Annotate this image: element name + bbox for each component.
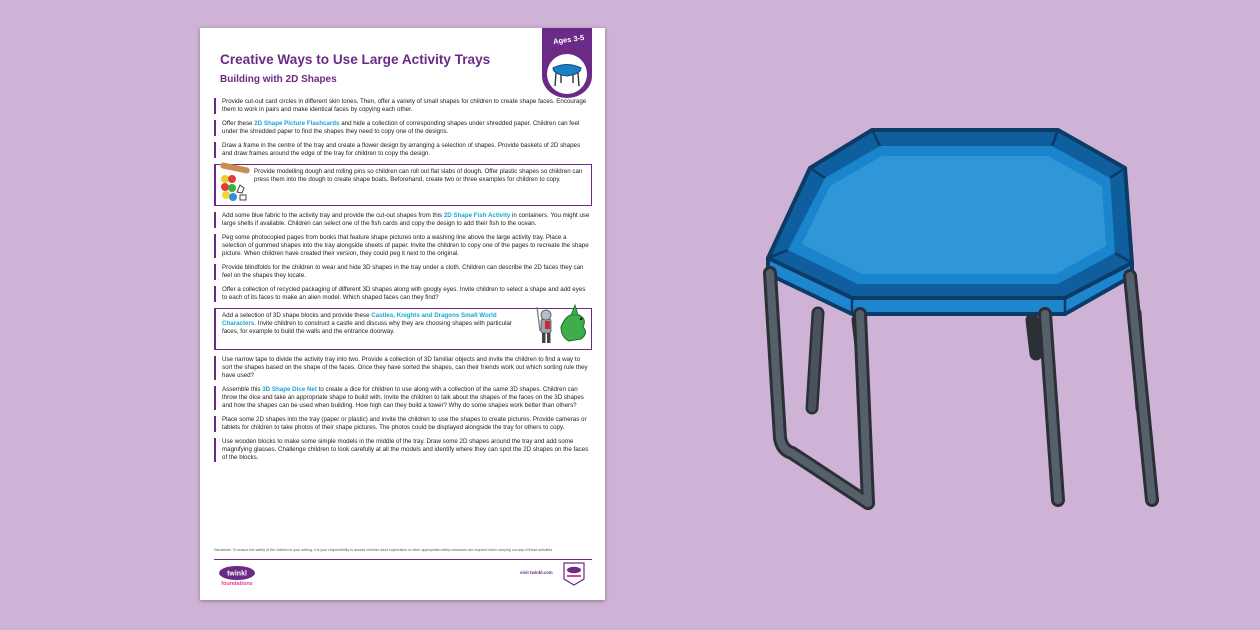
activity-item: Use narrow tape to divide the activity tray into two. Provide a collection of 3D familiar objects and invite the children to find a way to sort the shapes based on the shape of the faces. Once they have sorted the shapes, can their friends work out which sorting rule they have used?: [214, 356, 592, 380]
activity-list: [214, 98, 592, 468]
activity-item: Draw a frame in the centre of the tray and create a flower design by arranging a selection of shapes. Provide baskets of 2D shapes and draw frames around the edge of the tray for children to copy the design.: [214, 142, 592, 158]
svg-text:twinkl: twinkl: [227, 570, 247, 578]
activity-item: Use wooden blocks to make some simple models in the middle of the tray. Draw some 2D shapes around the tray and add some magnifying glasses. Challenge children to look carefully at all the models and identify where they can spot the 2D shapes on the faces of the blocks.: [214, 438, 592, 462]
activity-item: Add some blue fabric to the activity tray and provide the cut-out shapes from this 2D Shape Fish Activity in containers. You might use large shells if available. Children can select one of the fish cards and copy the design to add their fish to the ocean.: [214, 212, 592, 228]
age-tab-icon: [534, 28, 600, 98]
fish-activity-link[interactable]: 2D Shape Fish Activity: [443, 212, 511, 219]
page-subtitle: Building with 2D Shapes: [220, 74, 337, 85]
activity-sheet: [200, 28, 605, 600]
activity-item: Place some 2D shapes into the tray (paper or plastic) and invite the children to use the shapes to create pictures. Provide cameras or tablets for children to take photos of their shape pictures. The photos could be displayed alongside the tray for others to copy.: [214, 416, 592, 432]
activity-highlight-box: Add a selection of 3D shape blocks and provide these Castles, Knights and Dragons Small World Characters. Invite children to construct a castle and discuss why they are choosing shapes with particular faces, for example to build the walls and the entrance doorway.: [214, 308, 592, 350]
dice-net-link[interactable]: 3D Shape Dice Net: [262, 386, 317, 393]
activity-item: Assemble this 3D Shape Dice Net to create a dice for children to use along with a collection of the same 3D shapes. Children can throw the dice and take an appropriate shape to build with. Invite the children to talk about the shapes of the faces on the 3D shapes and how the shapes can be used when building. How high can they build a tower? Why do some shapes work better than others?: [214, 386, 592, 410]
footer-url[interactable]: visit twinkl.com: [520, 570, 553, 575]
footer-divider: [214, 559, 592, 560]
activity-item: Provide blindfolds for the children to wear and hide 3D shapes in the tray under a cloth. Children can describe the 2D faces they can feel on the shapes they locate.: [214, 264, 592, 280]
castles-link[interactable]: Castles, Knights and Dragons Small World Characters: [222, 312, 497, 327]
twinkl-badge-icon: [562, 561, 586, 587]
page-title: Creative Ways to Use Large Activity Trays: [220, 52, 491, 67]
age-tab-label: Ages 3-5: [552, 32, 585, 47]
activity-tray-illustration-icon: [740, 108, 1190, 518]
twinkl-logo-icon: [218, 564, 256, 588]
flashcards-link[interactable]: 2D Shape Picture Flashcards: [254, 120, 340, 127]
activity-item: Peg some photocopied pages from books that feature shape pictures onto a washing line above the large activity tray. Place a selection of gummed shapes into the tray alongside sheets of paper. Invite the children to copy one of the pages to recreate the shape picture. When children have created their version, they could peg it next to the original.: [214, 234, 592, 258]
svg-text:foundations: foundations: [221, 581, 253, 587]
knight-and-dragon-icon: [531, 303, 589, 347]
activity-item: Offer a collection of recycled packaging of different 3D shapes along with googly eyes. Invite children to select a shape and add eyes to each of its faces to make an alien model. Which shaped faces can they find?: [214, 286, 592, 302]
activity-item: Provide cut-out card circles in different skin tones. Then, offer a variety of small shapes for children to create shape faces. Encourage them to work in pairs and make identical faces by copying each other.: [214, 98, 592, 114]
activity-item: Offer these 2D Shape Picture Flashcards and hide a collection of corresponding shapes under shredded paper. Children can feel under the shredded paper to find the shapes they need to copy one of the designs.: [214, 120, 592, 136]
activity-highlight-box: Provide modelling dough and rolling pins so children can roll out flat slabs of dough. Offer plastic shapes so children can press them into the dough to create shape boats. Beforehand, create two or three examples for children to copy.: [214, 164, 592, 206]
disclaimer-text: Disclaimer: To ensure the safety of the children in your setting, it is your responsibility to assess whether adult supervision or other appropriate safety measures are required when carrying out any of these activities.: [214, 548, 554, 552]
dough-illustration-icon: [218, 161, 252, 205]
